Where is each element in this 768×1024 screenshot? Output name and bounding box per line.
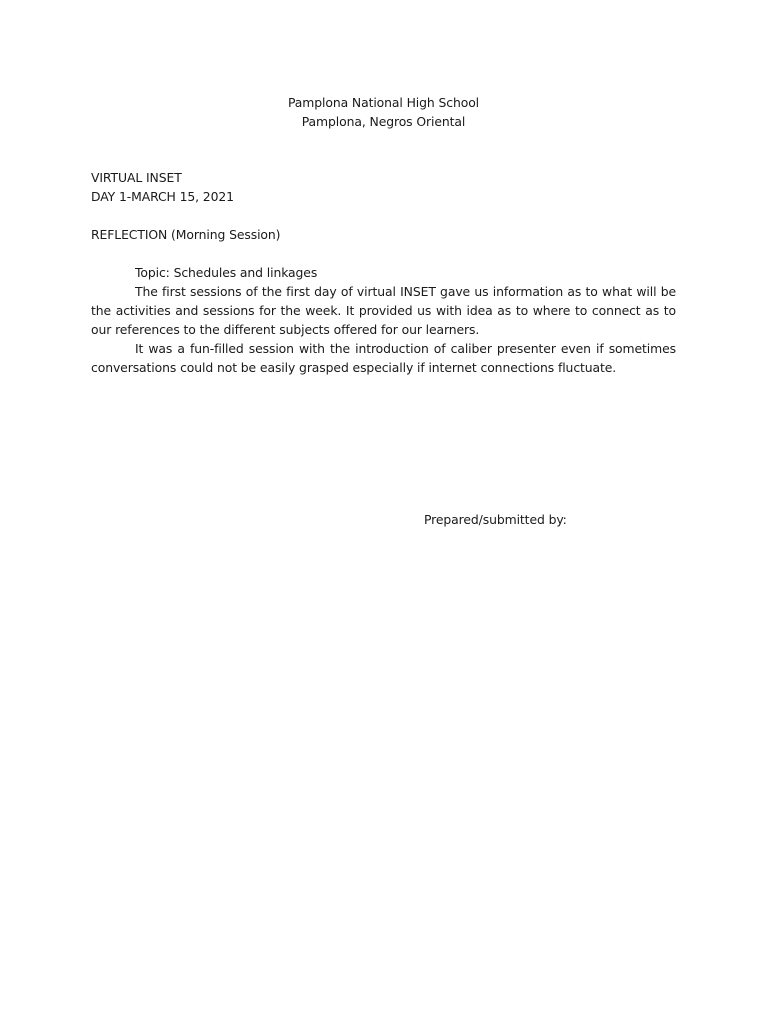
document-body bbox=[91, 93, 676, 377]
prepared-by-label: Prepared/submitted by: bbox=[424, 512, 567, 527]
school-name: Pamplona National High School bbox=[287, 95, 480, 110]
event-title: VIRTUAL INSET bbox=[91, 170, 182, 185]
reflection-paragraph-2: It was a fun-filled session with the introduction of caliber presenter even if sometimes conversations could not be easily grasped especially if internet connections fluctuate. bbox=[91, 341, 676, 375]
reflection-heading: REFLECTION (Morning Session) bbox=[91, 227, 281, 242]
reflection-paragraph-1: The first sessions of the first day of virtual INSET gave us information as to what will be the activities and sessions for the week. It provided us with idea as to where to connect as to our references to the different subjects offered for our learners. bbox=[91, 284, 676, 337]
reflection-topic: Topic: Schedules and linkages bbox=[135, 265, 318, 280]
event-date: DAY 1-MARCH 15, 2021 bbox=[91, 189, 234, 204]
school-address: Pamplona, Negros Oriental bbox=[301, 114, 466, 129]
